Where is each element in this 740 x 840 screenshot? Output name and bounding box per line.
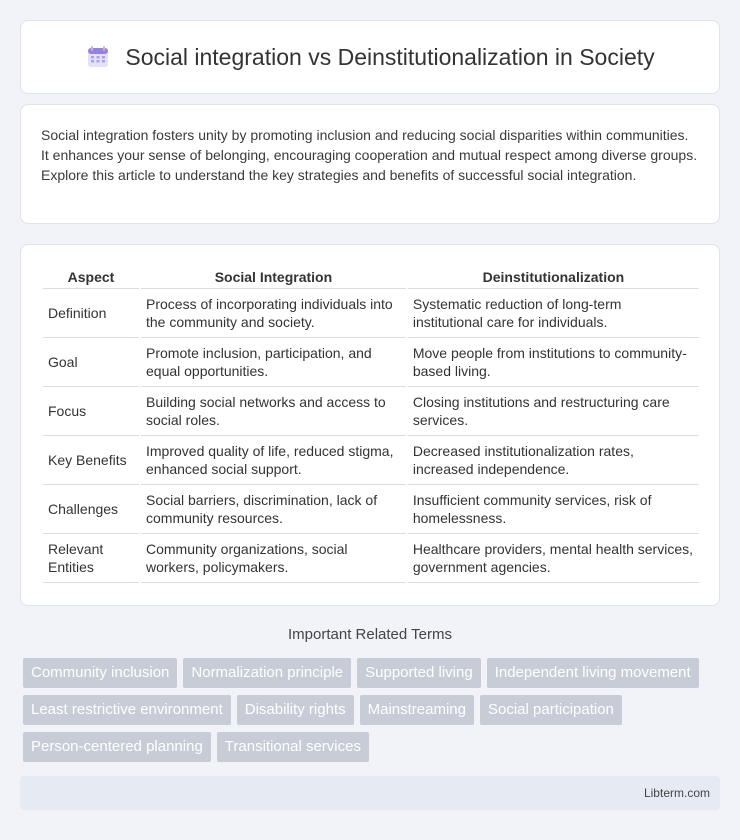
row-deinstitutionalization: Move people from institutions to community-based living.: [408, 338, 699, 387]
tag-independent-living-movement[interactable]: Independent living movement: [487, 658, 699, 688]
header-deinstitutionalization: Deinstitutionalization: [408, 265, 699, 289]
comparison-card: [20, 244, 720, 606]
page-title: Social integration vs Deinstitutionalization in Society: [125, 43, 655, 70]
row-social-integration: Promote inclusion, participation, and equal opportunities.: [141, 338, 406, 387]
row-deinstitutionalization: Healthcare providers, mental health services, government agencies.: [408, 534, 699, 583]
tag-supported-living[interactable]: Supported living: [357, 658, 481, 688]
row-aspect: Definition: [43, 289, 139, 338]
row-deinstitutionalization: Decreased institutionalization rates, increased independence.: [408, 436, 699, 485]
related-terms-title: Important Related Terms: [288, 626, 452, 643]
row-aspect: Focus: [43, 387, 139, 436]
table-header-row: [43, 265, 699, 289]
tag-normalization-principle[interactable]: Normalization principle: [183, 658, 351, 688]
header-social-integration: Social Integration: [141, 265, 406, 289]
calendar-icon: [85, 44, 111, 70]
tag-transitional-services[interactable]: Transitional services: [217, 732, 369, 762]
comparison-table: [41, 265, 701, 583]
tag-social-participation[interactable]: Social participation: [480, 695, 622, 725]
row-aspect: Goal: [43, 338, 139, 387]
intro-card: [20, 104, 720, 224]
table-row: [43, 387, 699, 436]
row-aspect: Relevant Entities: [43, 534, 139, 583]
table-row: [43, 289, 699, 338]
tag-disability-rights[interactable]: Disability rights: [237, 695, 354, 725]
footer-site-link[interactable]: Libterm.com: [643, 786, 710, 800]
title-card: [20, 20, 720, 94]
tag-mainstreaming[interactable]: Mainstreaming: [360, 695, 474, 725]
row-aspect: Key Benefits: [43, 436, 139, 485]
row-aspect: Challenges: [43, 485, 139, 534]
tag-community-inclusion[interactable]: Community inclusion: [23, 658, 177, 688]
row-deinstitutionalization: Closing institutions and restructuring care services.: [408, 387, 699, 436]
row-social-integration: Building social networks and access to social roles.: [141, 387, 406, 436]
table-row: [43, 485, 699, 534]
tag-least-restrictive-environment[interactable]: Least restrictive environment: [23, 695, 231, 725]
related-terms-list: [23, 658, 723, 762]
row-social-integration: Process of incorporating individuals into the community and society.: [141, 289, 406, 338]
row-social-integration: Social barriers, discrimination, lack of community resources.: [141, 485, 406, 534]
footer: [20, 776, 720, 810]
row-social-integration: Community organizations, social workers, policymakers.: [141, 534, 406, 583]
tag-person-centered-planning[interactable]: Person-centered planning: [23, 732, 211, 762]
row-deinstitutionalization: Systematic reduction of long-term institutional care for individuals.: [408, 289, 699, 338]
table-row: [43, 534, 699, 583]
row-deinstitutionalization: Insufficient community services, risk of homelessness.: [408, 485, 699, 534]
header-aspect: Aspect: [43, 265, 139, 289]
row-social-integration: Improved quality of life, reduced stigma, enhanced social support.: [141, 436, 406, 485]
intro-text: Social integration fosters unity by promoting inclusion and reducing social disparities within communities. It enhances your sense of belonging, encouraging cooperation and mutual respect among diverse groups. Explore this article to understand the key strategies and benefits of successful social integration.: [41, 127, 698, 183]
table-row: [43, 436, 699, 485]
table-row: [43, 338, 699, 387]
